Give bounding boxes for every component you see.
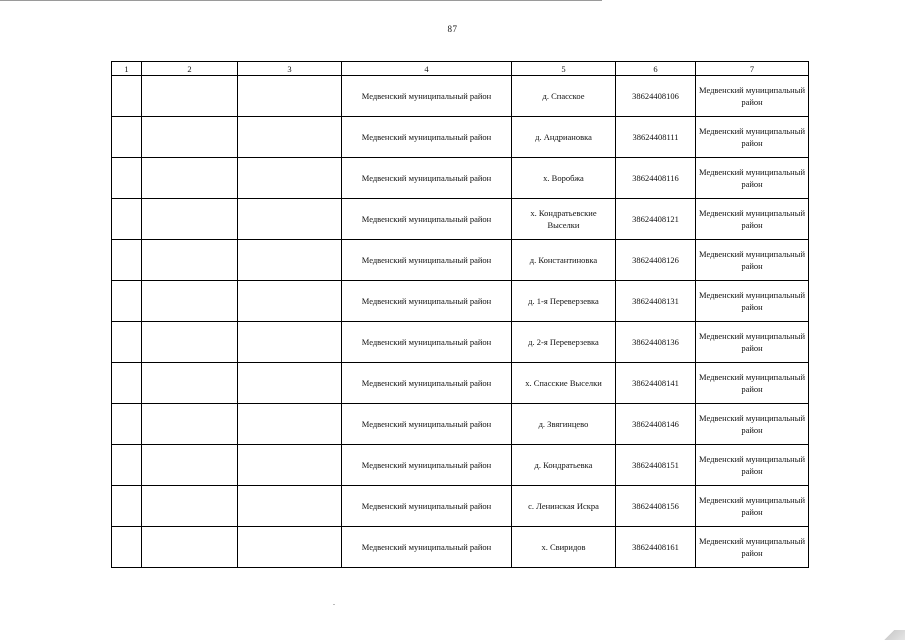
table-row bbox=[112, 404, 809, 445]
table-row bbox=[112, 281, 809, 322]
cell-col3 bbox=[238, 281, 342, 322]
cell-col2 bbox=[142, 486, 238, 527]
district-cell: Медвенский муниципальный район bbox=[342, 158, 512, 199]
settlement-cell: д. 2-я Переверзевка bbox=[512, 322, 616, 363]
municipality-cell: Медвенский муниципальный район bbox=[696, 486, 809, 527]
row-number-cell bbox=[112, 281, 142, 322]
row-number-cell bbox=[112, 117, 142, 158]
district-cell: Медвенский муниципальный район bbox=[342, 363, 512, 404]
municipality-cell: Медвенский муниципальный район bbox=[696, 240, 809, 281]
cell-col3 bbox=[238, 76, 342, 117]
cell-col2 bbox=[142, 363, 238, 404]
municipality-cell: Медвенский муниципальный район bbox=[696, 199, 809, 240]
cell-col2 bbox=[142, 322, 238, 363]
oktmo-code-cell: 38624408141 bbox=[616, 363, 696, 404]
oktmo-code-cell: 38624408161 bbox=[616, 527, 696, 568]
district-cell: Медвенский муниципальный район bbox=[342, 199, 512, 240]
column-header: 7 bbox=[696, 62, 809, 76]
column-header: 5 bbox=[512, 62, 616, 76]
column-header: 2 bbox=[142, 62, 238, 76]
row-number-cell bbox=[112, 240, 142, 281]
settlement-cell: х. Кондратьевские Выселки bbox=[512, 199, 616, 240]
cell-col2 bbox=[142, 117, 238, 158]
document-table bbox=[111, 61, 809, 568]
column-header: 6 bbox=[616, 62, 696, 76]
page-number: 87 bbox=[447, 24, 458, 34]
row-number-cell bbox=[112, 445, 142, 486]
column-header: 3 bbox=[238, 62, 342, 76]
row-number-cell bbox=[112, 76, 142, 117]
settlement-cell: х. Свиридов bbox=[512, 527, 616, 568]
district-cell: Медвенский муниципальный район bbox=[342, 117, 512, 158]
oktmo-code-cell: 38624408146 bbox=[616, 404, 696, 445]
settlement-cell: с. Ленинская Искра bbox=[512, 486, 616, 527]
cell-col3 bbox=[238, 158, 342, 199]
row-number-cell bbox=[112, 486, 142, 527]
settlement-cell: д. 1-я Переверзевка bbox=[512, 281, 616, 322]
oktmo-code-cell: 38624408131 bbox=[616, 281, 696, 322]
cell-col3 bbox=[238, 486, 342, 527]
column-header: 1 bbox=[112, 62, 142, 76]
table-row bbox=[112, 363, 809, 404]
municipality-cell: Медвенский муниципальный район bbox=[696, 117, 809, 158]
cell-col2 bbox=[142, 404, 238, 445]
settlement-cell: д. Андриановка bbox=[512, 117, 616, 158]
municipality-cell: Медвенский муниципальный район bbox=[696, 281, 809, 322]
cell-col3 bbox=[238, 322, 342, 363]
district-cell: Медвенский муниципальный район bbox=[342, 527, 512, 568]
oktmo-code-cell: 38624408156 bbox=[616, 486, 696, 527]
page-corner bbox=[877, 630, 905, 640]
column-header: 4 bbox=[342, 62, 512, 76]
cell-col3 bbox=[238, 199, 342, 240]
settlement-cell: д. Спасское bbox=[512, 76, 616, 117]
scan-speck bbox=[333, 604, 335, 605]
municipality-cell: Медвенский муниципальный район bbox=[696, 363, 809, 404]
table-header-row bbox=[112, 62, 809, 76]
district-cell: Медвенский муниципальный район bbox=[342, 281, 512, 322]
top-rule bbox=[0, 0, 602, 1]
table-row bbox=[112, 240, 809, 281]
oktmo-code-cell: 38624408121 bbox=[616, 199, 696, 240]
cell-col2 bbox=[142, 76, 238, 117]
oktmo-code-cell: 38624408151 bbox=[616, 445, 696, 486]
row-number-cell bbox=[112, 158, 142, 199]
table-row bbox=[112, 76, 809, 117]
district-cell: Медвенский муниципальный район bbox=[342, 240, 512, 281]
settlement-cell: х. Воробжа bbox=[512, 158, 616, 199]
row-number-cell bbox=[112, 404, 142, 445]
district-cell: Медвенский муниципальный район bbox=[342, 404, 512, 445]
district-cell: Медвенский муниципальный район bbox=[342, 445, 512, 486]
settlement-cell: д. Константиновка bbox=[512, 240, 616, 281]
cell-col3 bbox=[238, 240, 342, 281]
cell-col2 bbox=[142, 199, 238, 240]
oktmo-code-cell: 38624408116 bbox=[616, 158, 696, 199]
row-number-cell bbox=[112, 322, 142, 363]
oktmo-code-cell: 38624408111 bbox=[616, 117, 696, 158]
row-number-cell bbox=[112, 199, 142, 240]
cell-col2 bbox=[142, 281, 238, 322]
settlement-cell: д. Звягинцево bbox=[512, 404, 616, 445]
cell-col2 bbox=[142, 445, 238, 486]
cell-col2 bbox=[142, 527, 238, 568]
district-cell: Медвенский муниципальный район bbox=[342, 76, 512, 117]
municipality-cell: Медвенский муниципальный район bbox=[696, 76, 809, 117]
row-number-cell bbox=[112, 363, 142, 404]
table-row bbox=[112, 199, 809, 240]
cell-col3 bbox=[238, 363, 342, 404]
table-row bbox=[112, 445, 809, 486]
cell-col3 bbox=[238, 445, 342, 486]
municipality-cell: Медвенский муниципальный район bbox=[696, 158, 809, 199]
oktmo-code-cell: 38624408136 bbox=[616, 322, 696, 363]
cell-col2 bbox=[142, 158, 238, 199]
municipality-cell: Медвенский муниципальный район bbox=[696, 445, 809, 486]
municipality-cell: Медвенский муниципальный район bbox=[696, 404, 809, 445]
cell-col2 bbox=[142, 240, 238, 281]
municipality-cell: Медвенский муниципальный район bbox=[696, 527, 809, 568]
oktmo-code-cell: 38624408106 bbox=[616, 76, 696, 117]
district-cell: Медвенский муниципальный район bbox=[342, 486, 512, 527]
table-row bbox=[112, 158, 809, 199]
district-cell: Медвенский муниципальный район bbox=[342, 322, 512, 363]
row-number-cell bbox=[112, 527, 142, 568]
table-row bbox=[112, 486, 809, 527]
table-row bbox=[112, 527, 809, 568]
settlement-cell: х. Спасские Выселки bbox=[512, 363, 616, 404]
cell-col3 bbox=[238, 404, 342, 445]
settlement-cell: д. Кондратьевка bbox=[512, 445, 616, 486]
table-row bbox=[112, 322, 809, 363]
cell-col3 bbox=[238, 527, 342, 568]
oktmo-code-cell: 38624408126 bbox=[616, 240, 696, 281]
table-row bbox=[112, 117, 809, 158]
cell-col3 bbox=[238, 117, 342, 158]
municipality-cell: Медвенский муниципальный район bbox=[696, 322, 809, 363]
